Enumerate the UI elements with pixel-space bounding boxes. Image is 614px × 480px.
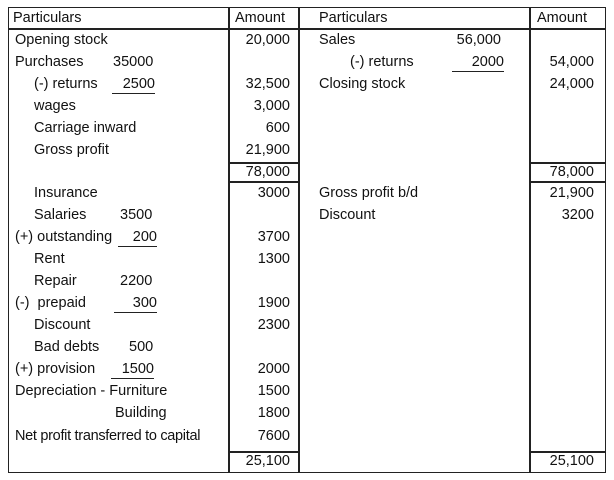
trading-bottom-rule-right <box>529 181 606 183</box>
debit-sub-amount: 500 <box>129 339 154 355</box>
debit-label: Net profit transferred to capital <box>15 428 201 444</box>
debit-sub-amount: 300 <box>114 294 157 313</box>
debit-label: Bad debts <box>34 339 100 355</box>
debit-label: Opening stock <box>15 32 108 48</box>
credit-amount: 21,900 <box>549 185 594 201</box>
debit-amount: 1500 <box>257 383 290 399</box>
debit-amount: 600 <box>265 120 290 136</box>
center-divider <box>298 7 300 473</box>
credit-amount: 24,000 <box>549 76 594 92</box>
trading-debit-total: 78,000 <box>245 164 290 180</box>
debit-label: (-) returns <box>34 76 98 92</box>
debit-amount: 3,000 <box>253 98 290 114</box>
header-right-amount: Amount <box>537 10 587 26</box>
debit-amount: 3700 <box>257 229 290 245</box>
debit-amount: 3000 <box>257 185 290 201</box>
debit-sub-amount: 1500 <box>111 360 154 379</box>
right-amount-divider <box>529 7 531 473</box>
debit-label: Insurance <box>34 185 98 201</box>
debit-amount: 21,900 <box>245 142 290 158</box>
debit-amount: 1800 <box>257 405 290 421</box>
pl-credit-total: 25,100 <box>549 453 594 469</box>
header-right-particulars: Particulars <box>319 10 388 26</box>
debit-label: (+) provision <box>15 361 96 377</box>
credit-label: Sales <box>319 32 356 48</box>
debit-label: Discount <box>34 317 91 333</box>
debit-amount: 2300 <box>257 317 290 333</box>
debit-label: Gross profit <box>34 142 109 158</box>
debit-label: wages <box>34 98 76 114</box>
trading-credit-total: 78,000 <box>549 164 594 180</box>
debit-label: Depreciation - Furniture <box>15 383 168 399</box>
credit-label: (-) returns <box>350 54 414 70</box>
trading-bottom-rule-left <box>228 181 299 183</box>
debit-label: Repair <box>34 273 77 289</box>
debit-label: Building <box>115 405 167 421</box>
debit-sub-amount: 2500 <box>112 75 155 94</box>
debit-sub-amount: 2200 <box>120 273 153 289</box>
debit-amount: 1900 <box>257 295 290 311</box>
debit-sub-amount: 35000 <box>113 54 154 70</box>
credit-sub-amount: 2000 <box>452 53 504 72</box>
debit-label: (-) prepaid <box>15 295 86 311</box>
debit-amount: 1300 <box>257 251 290 267</box>
credit-label: Discount <box>319 207 376 223</box>
debit-amount: 20,000 <box>245 32 290 48</box>
debit-label: (+) outstanding <box>15 229 113 245</box>
debit-amount: 2000 <box>257 361 290 377</box>
debit-amount: 32,500 <box>245 76 290 92</box>
debit-label: Purchases <box>15 54 84 70</box>
header-left-amount: Amount <box>235 10 285 26</box>
header-rule <box>8 28 606 30</box>
credit-amount: 3200 <box>561 207 594 223</box>
credit-label: Gross profit b/d <box>319 185 419 201</box>
debit-label: Carriage inward <box>34 120 137 136</box>
pl-debit-total: 25,100 <box>245 453 290 469</box>
header-left-particulars: Particulars <box>13 10 82 26</box>
credit-label: Closing stock <box>319 76 406 92</box>
credit-amount: 54,000 <box>549 54 594 70</box>
credit-sub-amount: 56,000 <box>456 32 501 48</box>
debit-sub-amount: 200 <box>118 228 157 247</box>
debit-label: Rent <box>34 251 65 267</box>
debit-label: Salaries <box>34 207 87 223</box>
debit-sub-amount: 3500 <box>120 207 153 223</box>
debit-amount: 7600 <box>257 428 290 444</box>
